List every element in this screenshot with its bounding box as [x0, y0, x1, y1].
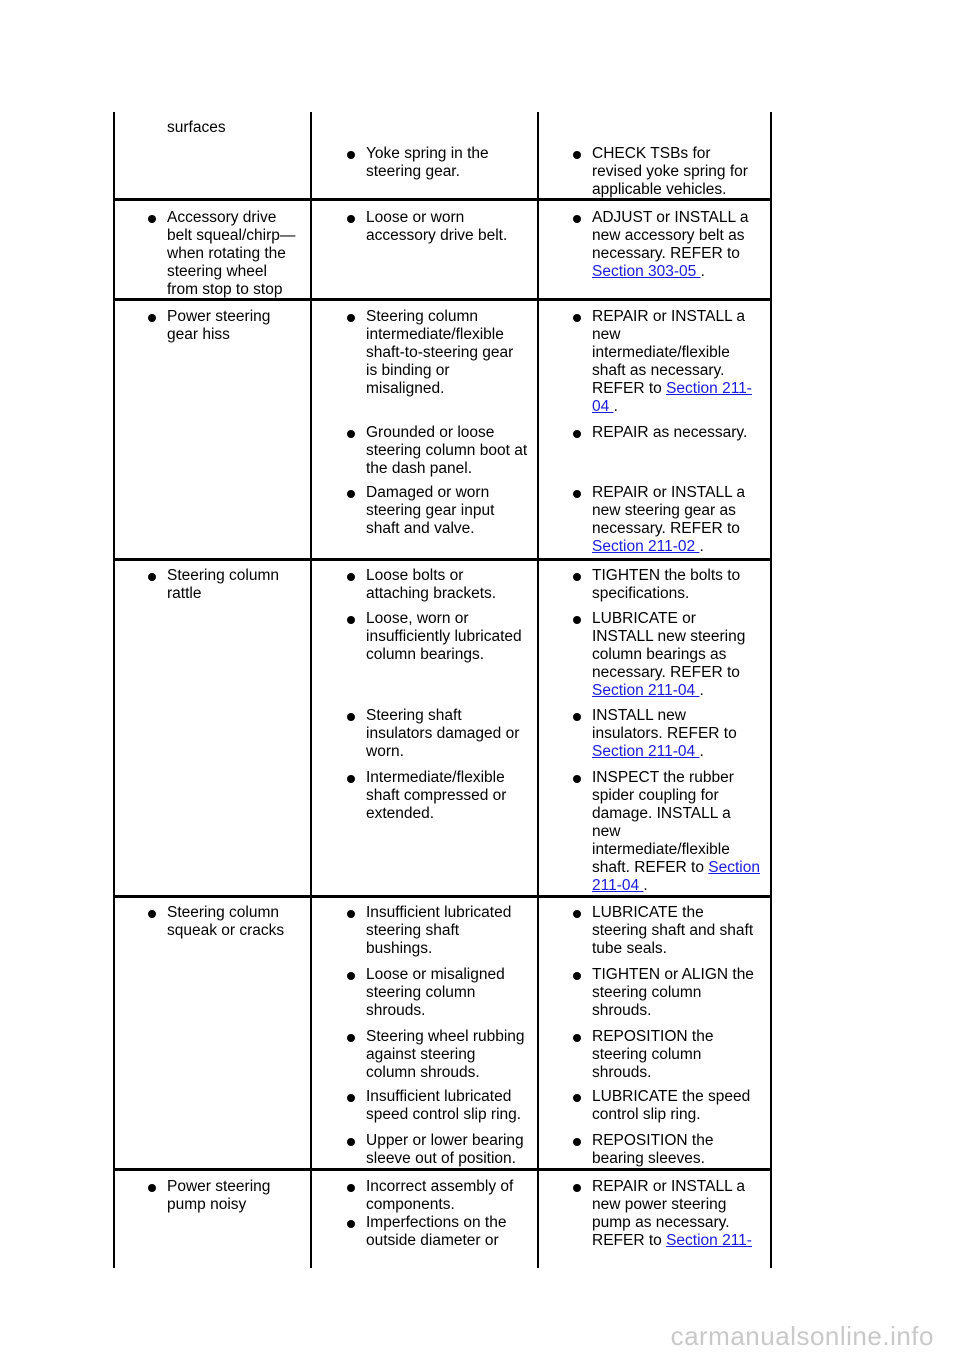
- action-text: LUBRICATE the steering shaft and shaft tube seals.: [592, 904, 754, 957]
- bullet-icon: [148, 573, 156, 581]
- section-link[interactable]: Section 211-04: [592, 682, 700, 699]
- bullet-icon: [573, 910, 581, 918]
- bullet-icon: [347, 490, 355, 498]
- cause-text: Insufficient lubricated steering shaft bushings.: [366, 904, 512, 957]
- cause-item: [366, 1178, 513, 1214]
- bullet-icon: [573, 1138, 581, 1146]
- action-text: TIGHTEN or ALIGN the steering column shrouds.: [592, 966, 754, 1019]
- bullet-icon: [573, 215, 581, 223]
- action-item: [592, 1178, 752, 1250]
- bullet-icon: [573, 1184, 581, 1192]
- bullet-icon: [347, 1094, 355, 1102]
- bullet-icon: [573, 972, 581, 980]
- bullet-icon: [347, 972, 355, 980]
- cause-text: Imperfections on the outside diameter or: [366, 1214, 507, 1249]
- action-item: [592, 610, 745, 700]
- bullet-icon: [148, 910, 156, 918]
- cause-text: Damaged or worn steering gear input shaft and valve.: [366, 484, 495, 537]
- cause-item: [366, 1028, 525, 1082]
- table-border-col3: [537, 112, 539, 1268]
- bullet-icon: [573, 713, 581, 721]
- cause-text: Grounded or loose steering column boot at the dash panel.: [366, 424, 528, 477]
- bullet-icon: [347, 775, 355, 783]
- bullet-icon: [148, 1184, 156, 1192]
- action-item: [592, 1028, 713, 1082]
- table-border-col2: [310, 112, 312, 1268]
- cause-text: Intermediate/flexible shaft compressed or extended.: [366, 769, 507, 822]
- action-text: REPAIR or INSTALL a new power steering pump as necessary. REFER to Section 211-: [592, 1178, 752, 1249]
- action-item: [592, 308, 752, 416]
- cause-item: [366, 424, 527, 478]
- cause-item: [366, 209, 507, 245]
- bullet-icon: [347, 616, 355, 624]
- bullet-icon: [347, 573, 355, 581]
- action-item: [592, 484, 745, 556]
- cause-item: [366, 308, 513, 398]
- section-link[interactable]: Section 211-04: [592, 743, 700, 760]
- action-text: TIGHTEN the bolts to specifications.: [592, 567, 741, 602]
- section-link[interactable]: Section 211-02: [592, 538, 700, 555]
- condition-text: Steering column rattle: [167, 567, 280, 602]
- condition-text: Steering column squeak or cracks: [167, 904, 285, 939]
- action-text: LUBRICATE the speed control slip ring.: [592, 1088, 751, 1123]
- bullet-icon: [573, 151, 581, 159]
- table-border-right: [770, 112, 772, 1268]
- cause-item: [366, 1132, 524, 1168]
- bullet-icon: [573, 490, 581, 498]
- watermark-text: carmanualsonline.info: [670, 1321, 934, 1351]
- bullet-icon: [148, 314, 156, 322]
- action-text: INSPECT the rubber spider coupling for damage. INSTALL a new intermediate/flexible shaft. REFER to Section 211-04 .: [592, 769, 760, 894]
- action-item: [592, 966, 754, 1020]
- cause-text: Steering shaft insulators damaged or worn.: [366, 707, 520, 760]
- bullet-icon: [347, 1034, 355, 1042]
- cause-text: Loose bolts or attaching brackets.: [366, 567, 497, 602]
- action-item: [592, 1132, 713, 1168]
- section-link[interactable]: Section 211- 04: [592, 380, 752, 415]
- condition-item: [167, 209, 295, 299]
- action-item: [592, 209, 748, 281]
- bullet-icon: [573, 775, 581, 783]
- table-border-left: [113, 112, 115, 1268]
- cause-text: Insufficient lubricated speed control slip ring.: [366, 1088, 522, 1123]
- cause-text: Upper or lower bearing sleeve out of position.: [366, 1132, 524, 1167]
- bullet-icon: [148, 215, 156, 223]
- bullet-icon: [347, 1138, 355, 1146]
- cause-item: [366, 707, 519, 761]
- section-link[interactable]: Section 211-04: [592, 859, 760, 894]
- action-text: REPAIR or INSTALL a new steering gear as necessary. REFER to Section 211-02 .: [592, 484, 746, 555]
- condition-item: [167, 308, 270, 344]
- cause-item: [366, 1214, 506, 1250]
- condition-text: Power steering gear hiss: [167, 308, 271, 343]
- condition-item: [167, 567, 279, 603]
- cause-item: [366, 1088, 521, 1124]
- cause-item: [366, 966, 505, 1020]
- action-text: ADJUST or INSTALL a new accessory belt as necessary. REFER to Section 303-05 .: [592, 209, 749, 280]
- bullet-icon: [573, 1034, 581, 1042]
- section-link[interactable]: Section 303-05: [592, 263, 701, 280]
- cause-item: [366, 484, 494, 538]
- action-item: [592, 707, 737, 761]
- action-item: [592, 769, 760, 895]
- cause-text: Steering wheel rubbing against steering column shrouds.: [366, 1028, 525, 1081]
- action-text: REPAIR or INSTALL a new intermediate/flexible shaft as necessary. REFER to Section 211- 04 .: [592, 308, 752, 415]
- action-item: [592, 145, 748, 199]
- action-text: INSTALL new insulators. REFER to Section 211-04 .: [592, 707, 737, 760]
- cause-text: Loose or misaligned steering column shrouds.: [366, 966, 505, 1019]
- cause-item: [366, 769, 506, 823]
- cause-text: Steering column intermediate/flexible shaft-to-steering gear is binding or misaligned.: [366, 308, 514, 397]
- cause-text: Loose or worn accessory drive belt.: [366, 209, 508, 244]
- bullet-icon: [347, 430, 355, 438]
- bullet-icon: [573, 430, 581, 438]
- cause-text: Yoke spring in the steering gear.: [366, 145, 489, 180]
- bullet-icon: [347, 713, 355, 721]
- bullet-icon: [347, 1220, 355, 1228]
- cause-text: Incorrect assembly of components.: [366, 1178, 514, 1213]
- condition-item: [167, 904, 284, 940]
- action-text: REPOSITION the steering column shrouds.: [592, 1028, 714, 1081]
- action-item: [592, 424, 747, 442]
- action-text: REPAIR as necessary.: [592, 424, 748, 441]
- bullet-icon: [347, 1184, 355, 1192]
- action-text: LUBRICATE or INSTALL new steering column bearings as necessary. REFER to Section 211-04 .: [592, 610, 746, 699]
- bullet-icon: [573, 616, 581, 624]
- bullet-icon: [573, 314, 581, 322]
- bullet-icon: [573, 573, 581, 581]
- action-item: [592, 1088, 750, 1124]
- row-divider: [113, 895, 772, 898]
- bullet-icon: [573, 1094, 581, 1102]
- top-fragment-text: surfaces: [167, 119, 226, 136]
- action-item: [592, 904, 753, 958]
- action-text: CHECK TSBs for revised yoke spring for applicable vehicles.: [592, 145, 748, 198]
- condition-text: Accessory drive belt squeal/chirp— when rotating the steering wheel from stop to stop: [167, 209, 296, 298]
- action-text: REPOSITION the bearing sleeves.: [592, 1132, 714, 1167]
- condition-text: Power steering pump noisy: [167, 1178, 271, 1213]
- cause-item: [366, 904, 511, 958]
- bullet-icon: [347, 910, 355, 918]
- section-link[interactable]: Section 211-: [666, 1232, 752, 1249]
- bullet-icon: [347, 215, 355, 223]
- cause-item: [366, 567, 496, 603]
- cause-text: Loose, worn or insufficiently lubricated column bearings.: [366, 610, 522, 663]
- cause-item: [366, 145, 489, 181]
- bullet-icon: [347, 151, 355, 159]
- row-divider: [113, 558, 772, 561]
- action-item: [592, 567, 740, 603]
- bullet-icon: [347, 314, 355, 322]
- row-divider: [113, 1168, 772, 1171]
- cause-item: [366, 610, 522, 664]
- condition-item: [167, 1178, 270, 1214]
